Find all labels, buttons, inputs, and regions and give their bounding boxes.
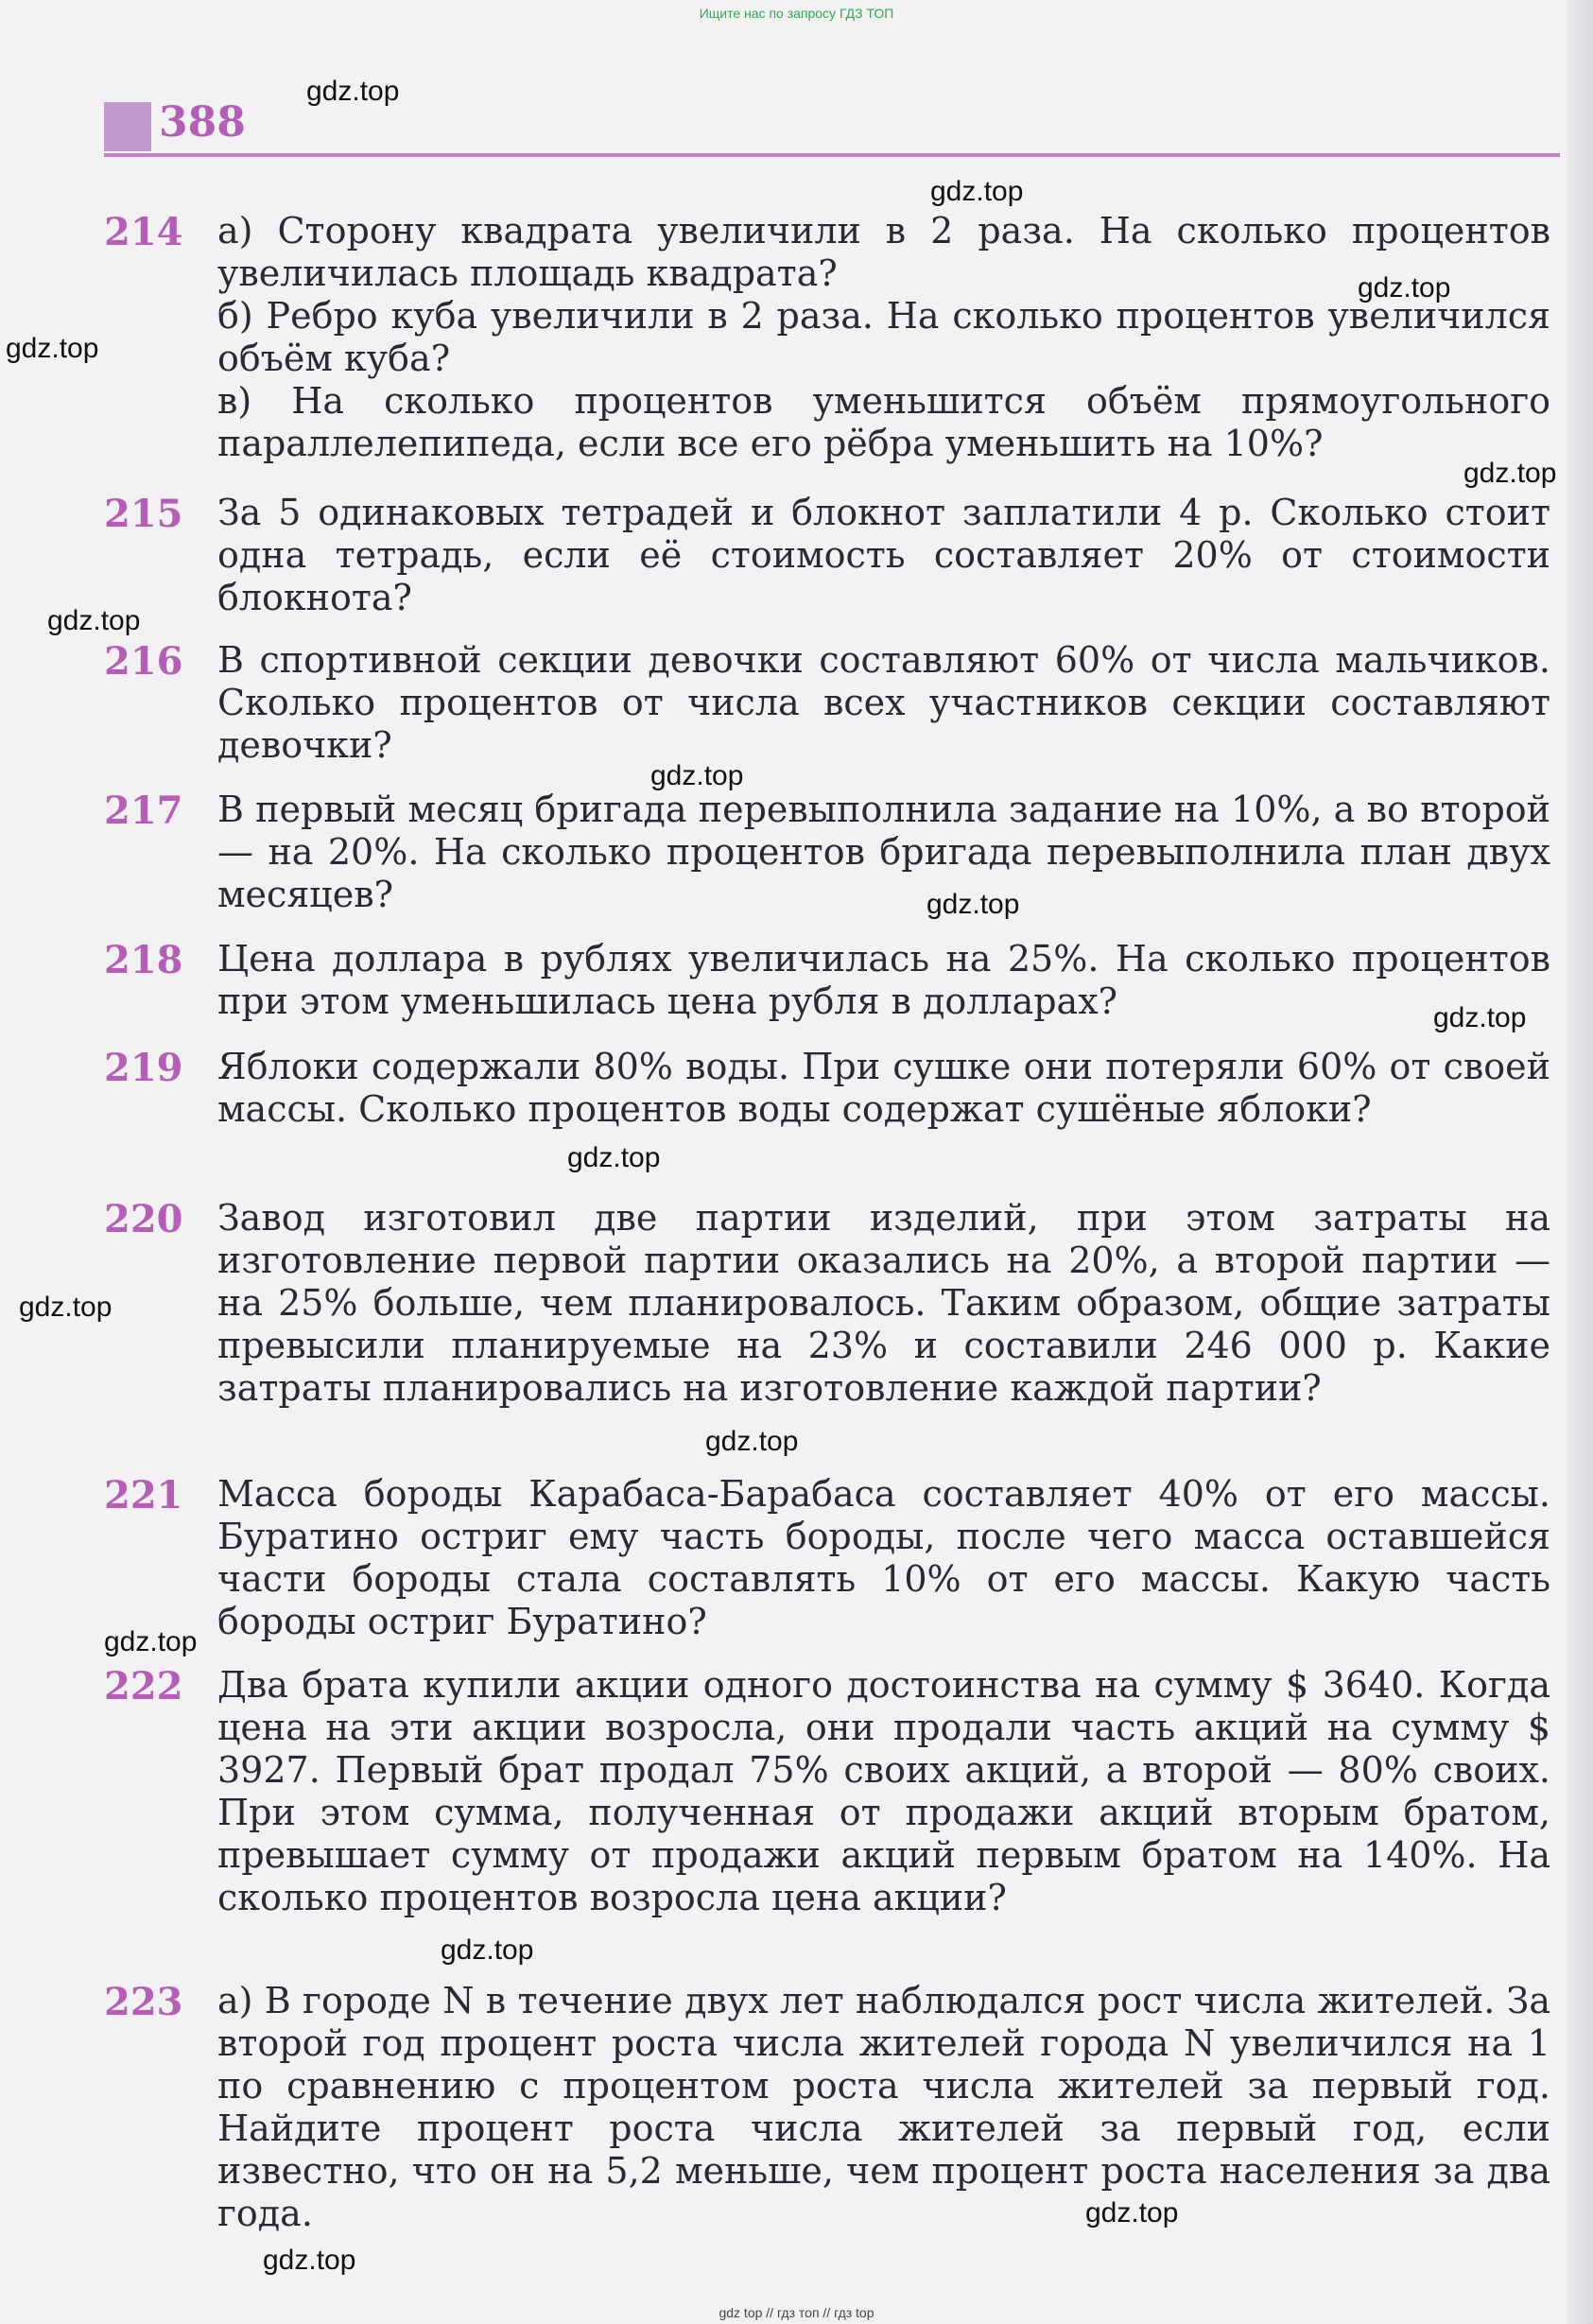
watermark: gdz.top: [1463, 458, 1557, 489]
problem-number: 222: [104, 1664, 183, 1708]
watermark: gdz.top: [567, 1142, 661, 1173]
watermark: gdz.top: [47, 605, 141, 636]
header-rule: [104, 153, 1560, 157]
problem-222: [104, 1664, 1560, 1919]
problem-number: 215: [104, 492, 183, 536]
watermark: gdz.top: [19, 1292, 113, 1323]
problem-text: [217, 1197, 1550, 1410]
problem-text: [217, 492, 1550, 619]
problem-paragraph: В спортивной секции девочки составляют 60% от числа мальчиков. Сколько процентов от числа всех участников секции составляют девочки?: [217, 639, 1550, 766]
watermark: gdz.top: [1433, 1002, 1527, 1033]
problem-number: 220: [104, 1197, 183, 1241]
problem-219: [104, 1046, 1560, 1131]
problem-paragraph: Яблоки содержали 80% воды. При сушке они потеряли 60% от своей массы. Сколько процентов воды содержат сушёные яблоки?: [217, 1046, 1550, 1130]
problem-paragraph: Два брата купили акции одного достоинства на сумму $ 3640. Когда цена на эти акции возросла, они продали часть акций на сумму $ 3927. Первый брат продал 75% своих акций, а второй — 80% своих. При этом сумма, полученная от продажи акций вторым братом, превышает сумму от продажи акций первым братом на 140%. На сколько процентов возросла цена акции?: [217, 1664, 1550, 1918]
watermark: gdz.top: [1358, 272, 1451, 304]
page-number-badge: [104, 102, 151, 151]
problem-text: [217, 1664, 1550, 1919]
page-edge-shadow: [1567, 0, 1593, 2324]
problem-number: 216: [104, 639, 183, 684]
problem-223: [104, 1980, 1560, 2235]
watermark: gdz.top: [705, 1426, 799, 1457]
problem-paragraph: Масса бороды Карабаса-Барабаса составляет 40% от его массы. Буратино остриг ему часть бороды, после чего масса оставшейся части бороды стала составлять 10% от его массы. Какую часть бороды остриг Буратино?: [217, 1473, 1550, 1642]
watermark: gdz.top: [263, 2245, 356, 2276]
problem-216: [104, 639, 1560, 767]
problem-paragraph: В первый месяц бригада перевыполнила задание на 10%, а во второй — на 20%. На сколько процентов бригада перевыполнила план двух месяцев?: [217, 789, 1550, 915]
problem-number: 221: [104, 1473, 183, 1518]
problem-text: [217, 1046, 1550, 1131]
watermark: gdz.top: [650, 760, 744, 791]
watermark: gdz.top: [306, 76, 400, 107]
watermark: gdz.top: [441, 1934, 534, 1966]
problem-paragraph: б) Ребро куба увеличили в 2 раза. На сколько процентов увеличился объём куба?: [217, 295, 1550, 379]
problem-paragraph: а) Сторону квадрата увеличили в 2 раза. На сколько процентов увеличилась площадь квадрата?: [217, 210, 1550, 294]
problem-paragraph: Цена доллара в рублях увеличилась на 25%. На сколько процентов при этом уменьшилась цена рубля в долларах?: [217, 938, 1550, 1022]
problem-218: [104, 938, 1560, 1023]
problem-220: [104, 1197, 1560, 1410]
problem-number: 214: [104, 210, 183, 254]
problem-paragraph: а) В городе N в течение двух лет наблюдался рост числа жителей. За второй год процент роста числа жителей города N увеличился на 1 по сравнению с процентом роста числа жителей за первый год. Найдите процент роста числа жителей за первый год, если известно, что он на 5,2 меньше, чем процент роста населения за два года.: [217, 1980, 1550, 2234]
bottom-banner[interactable]: gdz top // гдз топ // гдз top: [719, 2305, 874, 2320]
watermark: gdz.top: [104, 1626, 198, 1657]
problem-215: [104, 492, 1560, 619]
watermark: gdz.top: [1085, 2197, 1179, 2229]
problem-number: 223: [104, 1980, 183, 2024]
problem-text: [217, 938, 1550, 1023]
problem-paragraph: в) На сколько процентов уменьшится объём прямоугольного параллелепипеда, если все его рёбра уменьшить на 10%?: [217, 380, 1550, 464]
problem-text: [217, 1473, 1550, 1643]
problem-214: [104, 210, 1560, 465]
problem-text: [217, 210, 1550, 465]
watermark: gdz.top: [926, 889, 1020, 920]
problem-text: [217, 639, 1550, 767]
problem-paragraph: Завод изготовил две партии изделий, при этом затраты на изготовление первой партии оказались на 20%, а второй партии — на 25% больше, чем планировалось. Таким образом, общие затраты превысили планируемые на 23% и составили 246 000 р. Какие затраты планировались на изготовление каждой партии?: [217, 1197, 1550, 1409]
top-banner[interactable]: Ищите нас по запросу ГДЗ ТОП: [699, 6, 894, 21]
page-number: 388: [159, 98, 246, 147]
watermark: gdz.top: [6, 333, 99, 364]
problem-text: [217, 789, 1550, 916]
problem-221: [104, 1473, 1560, 1643]
problem-paragraph: За 5 одинаковых тетрадей и блокнот заплатили 4 р. Сколько стоит одна тетрадь, если её стоимость составляет 20% от стоимости блокнота?: [217, 492, 1550, 618]
watermark: gdz.top: [930, 176, 1024, 207]
problem-number: 219: [104, 1046, 183, 1090]
problem-number: 218: [104, 938, 183, 982]
problem-217: [104, 789, 1560, 916]
problem-number: 217: [104, 789, 183, 833]
problem-text: [217, 1980, 1550, 2235]
